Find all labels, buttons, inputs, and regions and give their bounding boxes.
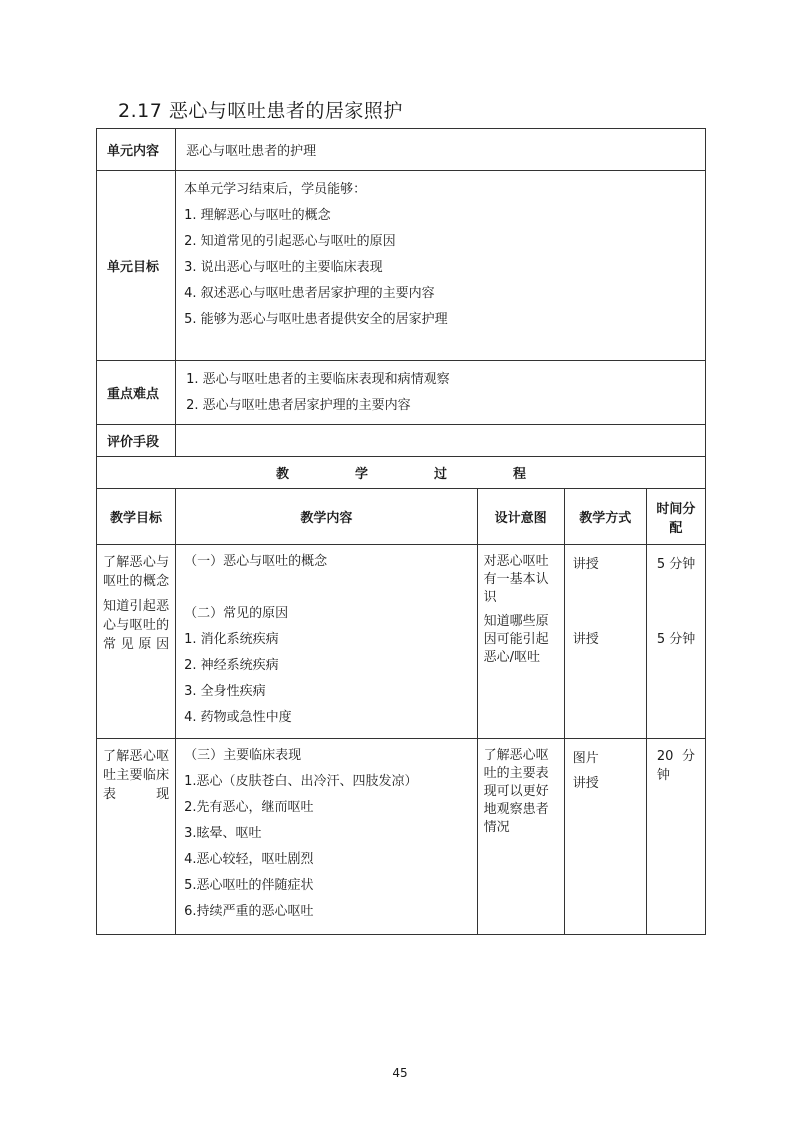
method-text: 讲授 bbox=[572, 632, 599, 647]
lesson-plan-table bbox=[96, 128, 706, 935]
row-content bbox=[176, 739, 477, 935]
unit-goal-item: 2. 知道常见的引起恶心与呕吐的原因 bbox=[184, 234, 396, 249]
evaluation-row bbox=[97, 425, 706, 457]
intent-text: 了解恶心呕吐的主要表现可以更好地观察患者情况 bbox=[483, 748, 549, 835]
content-line: 4. 药物或急性中度 bbox=[184, 710, 292, 725]
row-method bbox=[564, 739, 646, 935]
time-text: 20 分钟 bbox=[656, 749, 695, 783]
intent-text: 对恶心呕吐有一基本认识 bbox=[483, 554, 549, 605]
method-text: 讲授 bbox=[572, 557, 599, 572]
content-line: 3. 全身性疾病 bbox=[184, 684, 266, 699]
content-line: （一）恶心与呕吐的概念 bbox=[184, 554, 328, 569]
process-row bbox=[97, 457, 706, 489]
column-header-row bbox=[97, 489, 706, 545]
content-line: 1.恶心（皮肤苍白、出冷汗、四肢发凉） bbox=[184, 774, 418, 789]
row-goal-text: 知道引起恶心与呕吐的常见原因 bbox=[103, 599, 170, 652]
header-goal: 教学目标 bbox=[97, 489, 176, 545]
row-goal bbox=[97, 739, 176, 935]
row-intent bbox=[477, 739, 564, 935]
unit-goal-content bbox=[176, 171, 706, 361]
unit-goal-item: 1. 理解恶心与呕吐的概念 bbox=[184, 208, 331, 223]
process-char: 程 bbox=[513, 467, 527, 482]
row-goal bbox=[97, 545, 176, 739]
unit-goal-label: 单元目标 bbox=[97, 171, 176, 361]
process-char: 教 bbox=[275, 467, 289, 482]
method-text: 图片 bbox=[572, 751, 599, 766]
row-goal-text: 了解恶心与呕吐的概念 bbox=[103, 555, 170, 589]
content-line: 6.持续严重的恶心呕吐 bbox=[184, 904, 314, 919]
table-row bbox=[97, 545, 706, 739]
page-number: 45 bbox=[392, 1066, 408, 1080]
content-line bbox=[184, 575, 476, 601]
page-title: 2.17 恶心与呕吐患者的居家照护 bbox=[118, 100, 403, 122]
process-char: 学 bbox=[354, 467, 368, 482]
header-intent: 设计意图 bbox=[477, 489, 564, 545]
key-point-item: 2. 恶心与呕吐患者居家护理的主要内容 bbox=[186, 397, 411, 413]
key-points-row bbox=[97, 361, 706, 425]
row-content bbox=[176, 545, 477, 739]
key-points-label: 重点难点 bbox=[97, 361, 176, 425]
unit-content-label: 单元内容 bbox=[97, 129, 176, 171]
process-heading bbox=[97, 457, 706, 489]
unit-content-row bbox=[97, 129, 706, 171]
content-line: （三）主要临床表现 bbox=[184, 748, 302, 763]
content-line: 4.恶心较轻，呕吐剧烈 bbox=[184, 852, 314, 867]
content-line: 3.眩晕、呕吐 bbox=[184, 826, 262, 841]
header-method: 教学方式 bbox=[564, 489, 646, 545]
process-char: 过 bbox=[434, 467, 448, 482]
content-line: 2. 神经系统疾病 bbox=[184, 658, 279, 673]
row-intent bbox=[477, 545, 564, 739]
content-line: 1. 消化系统疾病 bbox=[184, 632, 279, 647]
method-text: 讲授 bbox=[572, 776, 599, 791]
time-text: 5 分钟 bbox=[656, 632, 696, 647]
content-line: 5.恶心呕吐的伴随症状 bbox=[184, 878, 314, 893]
header-content: 教学内容 bbox=[176, 489, 477, 545]
content-line: （二）常见的原因 bbox=[184, 606, 289, 621]
row-method bbox=[564, 545, 646, 739]
row-time bbox=[646, 545, 705, 739]
unit-goal-item: 5. 能够为恶心与呕吐患者提供安全的居家护理 bbox=[184, 312, 448, 327]
unit-goal-item: 3. 说出恶心与呕吐的主要临床表现 bbox=[184, 260, 383, 275]
unit-goal-item: 4. 叙述恶心与呕吐患者居家护理的主要内容 bbox=[184, 286, 435, 301]
unit-goal-intro: 本单元学习结束后，学员能够： bbox=[184, 182, 367, 197]
table-row bbox=[97, 739, 706, 935]
header-time: 时间分配 bbox=[646, 489, 705, 545]
key-points-content bbox=[176, 361, 706, 425]
row-time bbox=[646, 739, 705, 935]
evaluation-label: 评价手段 bbox=[97, 425, 176, 457]
unit-goal-row bbox=[97, 171, 706, 361]
key-point-item: 1. 恶心与呕吐患者的主要临床表现和病情观察 bbox=[186, 371, 450, 387]
content-line: 2.先有恶心，继而呕吐 bbox=[184, 800, 314, 815]
row-goal-text: 了解恶心呕吐主要临床表现 bbox=[103, 749, 170, 802]
time-text: 5 分钟 bbox=[656, 557, 696, 572]
unit-content-value: 恶心与呕吐患者的护理 bbox=[176, 129, 706, 171]
intent-text: 知道哪些原因可能引起恶心/呕吐 bbox=[483, 614, 549, 665]
evaluation-value bbox=[176, 425, 706, 457]
